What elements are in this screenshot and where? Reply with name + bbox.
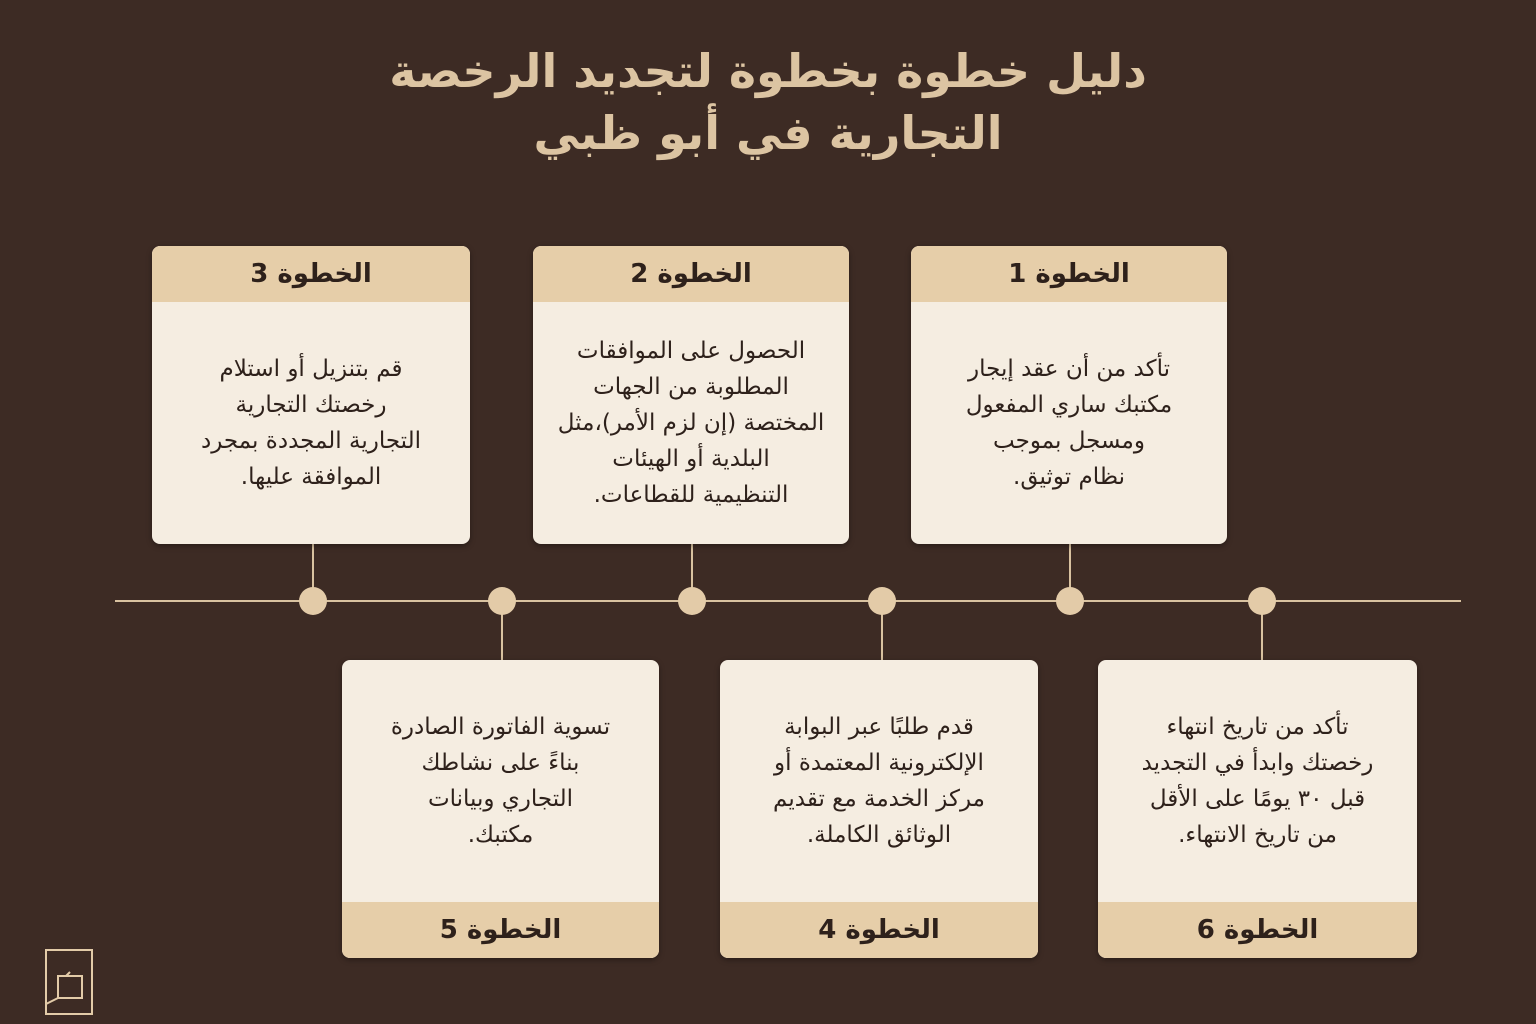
step-card-text bbox=[773, 709, 985, 853]
step-card-line: مكتبك ساري المفعول bbox=[965, 392, 1173, 418]
step-card-2-body bbox=[545, 302, 837, 544]
step-card-line: الحصول على الموافقات bbox=[576, 338, 806, 364]
step-card-4-header: الخطوة 4 bbox=[720, 902, 1038, 958]
step-card-6 bbox=[1098, 660, 1417, 958]
step-card-line: ومسجل بموجب bbox=[993, 428, 1145, 454]
step-card-line: المطلوبة من الجهات bbox=[593, 374, 789, 400]
step-card-1 bbox=[911, 246, 1227, 544]
step-card-1-header: الخطوة 1 bbox=[911, 246, 1227, 302]
step-card-line: التجاري وبيانات bbox=[427, 786, 574, 812]
step-card-line: تأكد من تاريخ انتهاء bbox=[1166, 714, 1349, 740]
step-card-line: نظام توثيق. bbox=[1013, 464, 1125, 490]
page-title bbox=[268, 40, 1268, 164]
step-card-line: الوثائق الكاملة. bbox=[806, 822, 952, 848]
step-card-line: رخصتك وابدأ في التجديد bbox=[1141, 750, 1374, 776]
step-card-3-body bbox=[174, 302, 448, 544]
step-card-line: بناءً على نشاطك bbox=[421, 750, 580, 776]
step-card-text bbox=[966, 351, 1172, 495]
step-card-line: من تاريخ الانتهاء. bbox=[1178, 822, 1337, 848]
step-card-3-header: الخطوة 3 bbox=[152, 246, 470, 302]
step-card-line: الإلكترونية المعتمدة أو bbox=[774, 750, 984, 776]
step-card-line: قم بتنزيل أو استلام bbox=[219, 356, 403, 382]
step-card-line: الموافقة عليها. bbox=[240, 464, 382, 490]
step-card-2-header: الخطوة 2 bbox=[533, 246, 849, 302]
step-card-line: تأكد من أن عقد إيجار bbox=[968, 356, 1170, 382]
step-card-text bbox=[201, 351, 421, 495]
timeline-dot-step-6 bbox=[1248, 587, 1276, 615]
timeline-dot-step-5 bbox=[488, 587, 516, 615]
title-line-1: دليل خطوة بخطوة لتجديد الرخصة bbox=[389, 44, 1147, 98]
step-card-text bbox=[558, 333, 824, 513]
step-card-line: قدم طلبًا عبر البوابة bbox=[784, 714, 974, 740]
timeline-dot-step-4 bbox=[868, 587, 896, 615]
step-card-6-header: الخطوة 6 bbox=[1098, 902, 1417, 958]
step-card-6-body bbox=[1120, 660, 1395, 902]
step-card-3 bbox=[152, 246, 470, 544]
step-card-5-header: الخطوة 5 bbox=[342, 902, 659, 958]
step-card-text bbox=[1142, 709, 1374, 853]
step-card-5-body bbox=[364, 660, 637, 902]
step-card-line: البلدية أو الهيئات bbox=[612, 446, 770, 472]
step-card-2 bbox=[533, 246, 849, 544]
step-card-5 bbox=[342, 660, 659, 958]
step-card-4 bbox=[720, 660, 1038, 958]
step-card-line: مكتبك. bbox=[467, 822, 534, 848]
step-card-line: تسوية الفاتورة الصادرة bbox=[390, 714, 611, 740]
timeline-dot-step-1 bbox=[1056, 587, 1084, 615]
step-card-text bbox=[391, 709, 610, 853]
timeline-dot-step-2 bbox=[678, 587, 706, 615]
step-card-line: رخصتك التجارية bbox=[235, 392, 387, 418]
step-card-1-body bbox=[933, 302, 1205, 544]
step-card-line: التنظيمية للقطاعات. bbox=[593, 482, 789, 508]
step-card-4-body bbox=[742, 660, 1016, 902]
step-card-line: التجارية المجددة بمجرد bbox=[200, 428, 422, 454]
step-card-line: مركز الخدمة مع تقديم bbox=[773, 786, 985, 812]
title-line-2: التجارية في أبو ظبي bbox=[533, 106, 1003, 160]
step-card-line: المختصة (إن لزم الأمر)،مثل bbox=[557, 410, 825, 436]
timeline-dot-step-3 bbox=[299, 587, 327, 615]
frame-logo-icon bbox=[44, 948, 94, 1016]
step-card-line: قبل ٣٠ يومًا على الأقل bbox=[1149, 786, 1366, 812]
